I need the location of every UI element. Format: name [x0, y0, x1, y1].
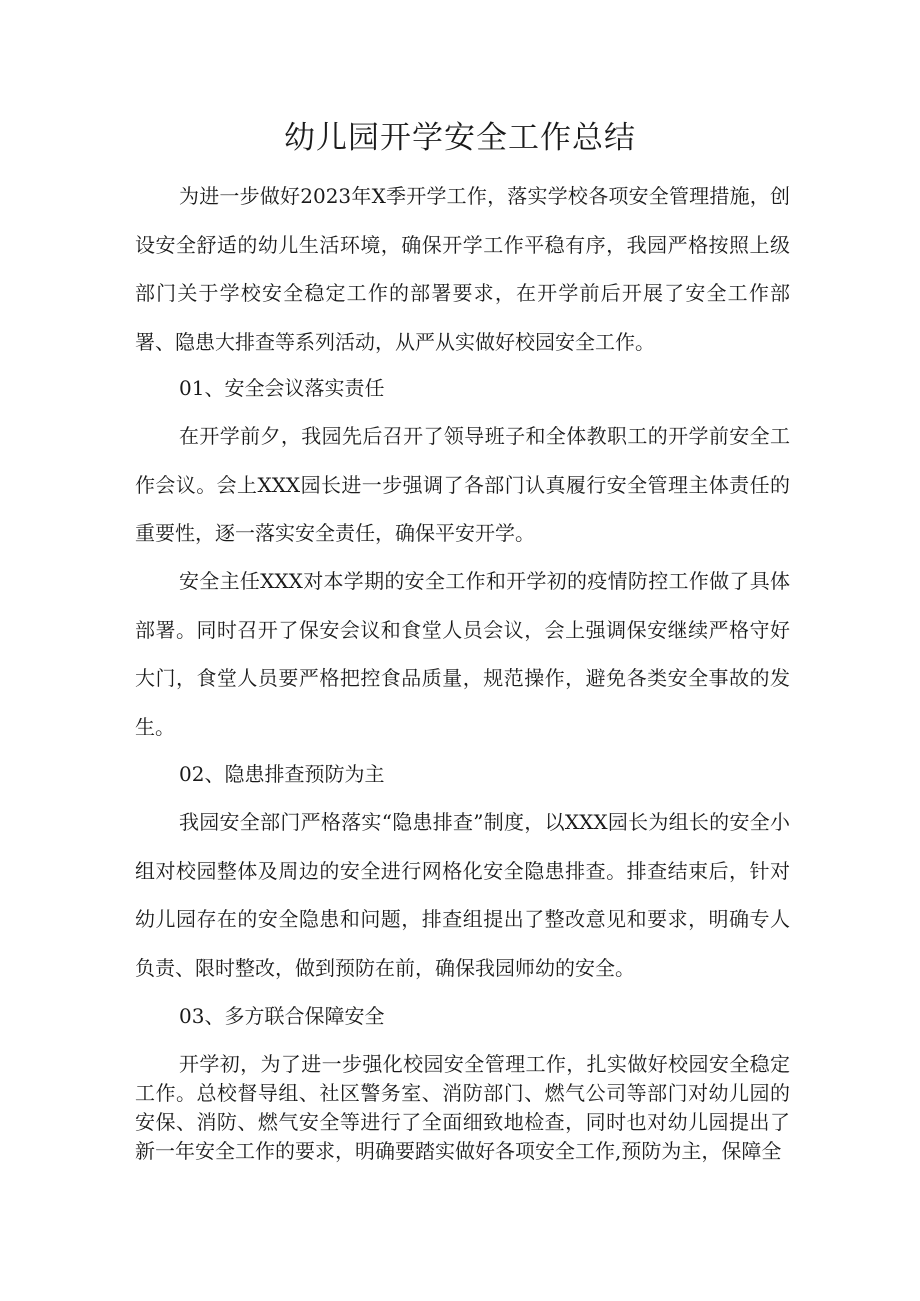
section-heading-03: 03、多方联合保障安全 [179, 1004, 385, 1028]
intro-paragraph: 为进一步做好2023年X季开学工作，落实学校各项安全管理措施，创设安全舒适的幼儿生活环境，确保开学工作平稳有序，我园严格按照上级部门关于学校安全稳定工作的部署要求，在开学前后开展了安全工作部署、隐患大排查等系列活动，从严从实做好校园安全工作。 [135, 184, 790, 354]
section-01-paragraph-1: 在开学前夕，我园先后召开了领导班子和全体教职工的开学前安全工作会议。会上XXX园长进一步强调了各部门认真履行安全管理主体责任的重要性，逐一落实安全责任，确保平安开学。 [135, 424, 790, 545]
document-title: 幼儿园开学安全工作总结 [284, 120, 636, 156]
section-03-paragraph-1: 开学初，为了进一步强化校园安全管理工作，扎实做好校园安全稳定工作。总校督导组、社区警务室、消防部门、燃气公司等部门对幼儿园的安保、消防、燃气安全等进行了全面细致地检查，同时也对幼儿园提出了新一年安全工作的要求，明确要踏实做好各项安全工作,预防为主，保障全 [135, 1052, 790, 1163]
section-heading-01: 01、安全会议落实责任 [179, 376, 385, 400]
section-02-paragraph-1: 我园安全部门严格落实“隐患排查”制度，以XXX园长为组长的安全小组对校园整体及周边的安全进行网格化安全隐患排查。排查结束后，针对幼儿园存在的安全隐患和问题，排查组提出了整改意见和要求，明确专人负责、限时整改，做到预防在前，确保我园师幼的安全。 [135, 810, 790, 980]
section-heading-02: 02、隐患排查预防为主 [179, 762, 385, 786]
section-01-paragraph-2: 安全主任XXX对本学期的安全工作和开学初的疫情防控工作做了具体部署。同时召开了保安会议和食堂人员会议，会上强调保安继续严格守好大门，食堂人员要严格把控食品质量，规范操作，避免各类安全事故的发生。 [135, 569, 790, 739]
